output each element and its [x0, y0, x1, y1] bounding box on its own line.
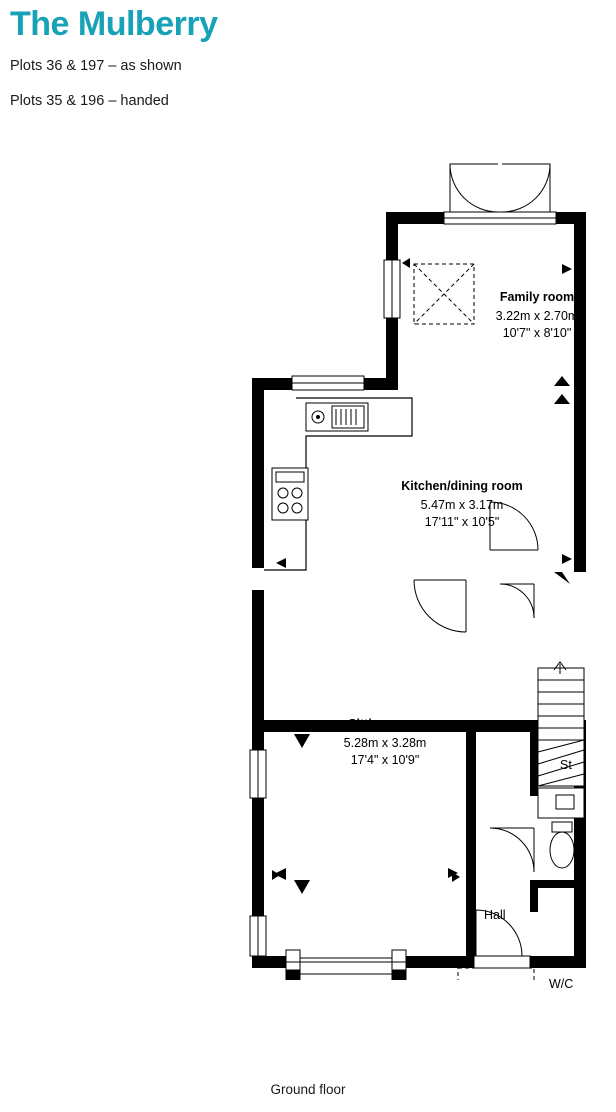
room-label-family: [462, 289, 612, 342]
room-label-kitchen: [372, 478, 552, 531]
room-dim-metric-family: 3.22m x 2.70m: [495, 309, 579, 323]
header-block: [10, 4, 570, 110]
fixtures-group: [250, 164, 584, 980]
page-title: The Mulberry: [10, 5, 218, 43]
room-name-sitting: Sitting room: [348, 717, 422, 731]
room-dim-imperial-sitting: 17'4" x 10'9": [350, 753, 420, 767]
floorplan-svg: [0, 150, 616, 980]
floor-caption: Ground floor: [270, 1082, 346, 1097]
room-dim-imperial-kitchen: 17'11" x 10'5": [424, 515, 500, 529]
direction-arrows: [272, 258, 572, 894]
room-label-store: St: [560, 758, 572, 772]
room-dim-metric-kitchen: 5.47m x 3.17m: [420, 498, 504, 512]
room-name-kitchen: Kitchen/dining room: [401, 479, 523, 493]
plot-line-handed: Plots 35 & 196 – handed: [10, 93, 169, 109]
room-label-wc: W/C: [549, 977, 574, 991]
room-dim-metric-sitting: 5.28m x 3.28m: [343, 736, 427, 750]
floorplan-drawing: [0, 150, 616, 991]
room-label-hall: Hall: [484, 908, 506, 922]
room-name-family: Family room: [499, 290, 575, 304]
room-label-sitting: [300, 716, 470, 769]
plot-line-as-shown: Plots 36 & 197 – as shown: [10, 58, 182, 74]
room-dim-imperial-family: 10'7" x 8'10": [502, 326, 572, 340]
